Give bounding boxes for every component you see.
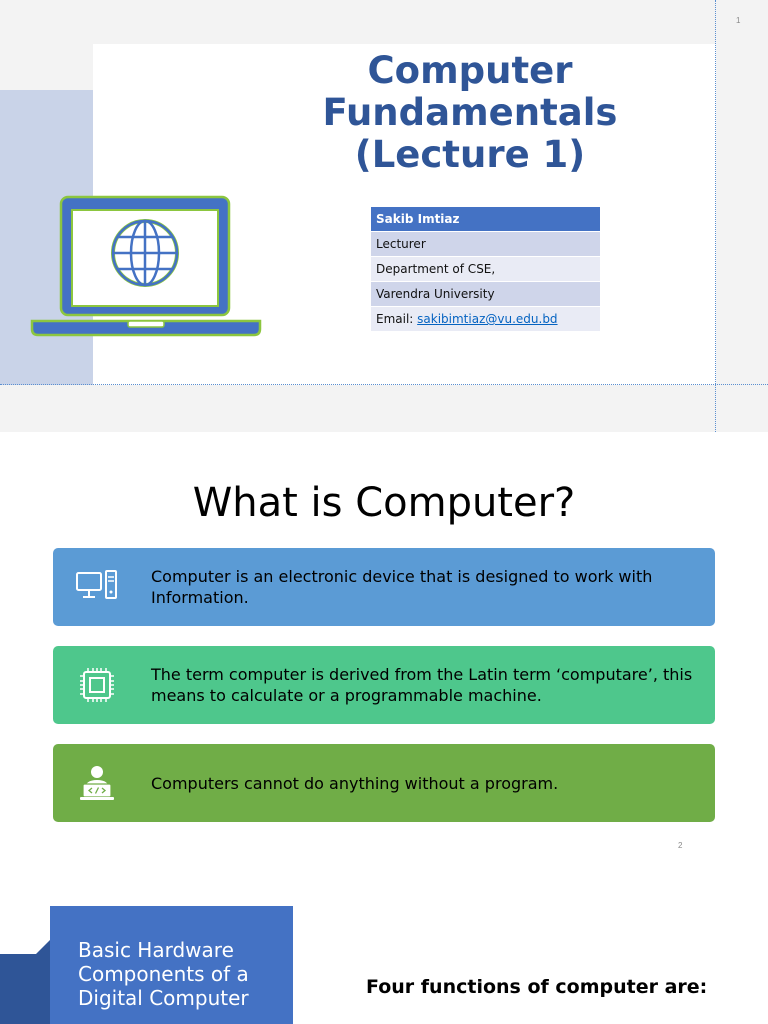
email-label: Email: <box>376 312 418 326</box>
page-number: 2 <box>678 841 683 850</box>
card-text: Computers cannot do anything without a program. <box>151 773 559 793</box>
author-info-table <box>371 206 600 332</box>
card-text: The term computer is derived from the Latin term ‘computare’, this means to calculate or a programmable machine. <box>151 665 693 705</box>
section-title-line: Basic Hardware <box>78 938 234 962</box>
processor-chip-icon <box>75 667 119 703</box>
desktop-computer-icon <box>75 569 119 605</box>
slide-2 <box>0 432 768 864</box>
section-title-line: Components of a <box>78 962 249 986</box>
info-card <box>53 744 715 822</box>
slide-heading: Four functions of computer are: <box>366 976 708 998</box>
slide-1 <box>0 0 768 432</box>
programmer-icon <box>75 765 119 801</box>
section-title <box>78 938 288 1010</box>
table-row <box>371 307 600 331</box>
title-line: Computer <box>367 49 573 92</box>
title-line: (Lecture 1) <box>354 133 586 176</box>
table-row <box>371 282 600 306</box>
table-row <box>371 207 600 231</box>
author-university: Varendra University <box>371 282 600 306</box>
slide-title <box>290 50 650 176</box>
slide-title: What is Computer? <box>192 480 576 526</box>
author-department: Department of CSE, <box>371 257 600 281</box>
page-number: 1 <box>736 16 741 25</box>
card-text: Computer is an electronic device that is designed to work with Information. <box>151 567 653 607</box>
slide-3 <box>0 864 768 1024</box>
info-card <box>53 548 715 626</box>
table-row <box>371 257 600 281</box>
laptop-globe-icon <box>28 193 264 341</box>
margin-guide-horizontal <box>0 384 768 385</box>
info-card <box>53 646 715 724</box>
title-line: Fundamentals <box>322 91 618 134</box>
accent-fold <box>32 940 50 958</box>
email-link[interactable]: sakibimtiaz@vu.edu.bd <box>417 312 558 326</box>
table-row <box>371 232 600 256</box>
accent-band <box>0 954 50 1024</box>
author-name: Sakib Imtiaz <box>371 207 600 231</box>
author-email-cell <box>371 307 600 331</box>
margin-guide-vertical <box>715 0 716 432</box>
section-title-line: Digital Computer <box>78 986 249 1010</box>
author-role: Lecturer <box>371 232 600 256</box>
